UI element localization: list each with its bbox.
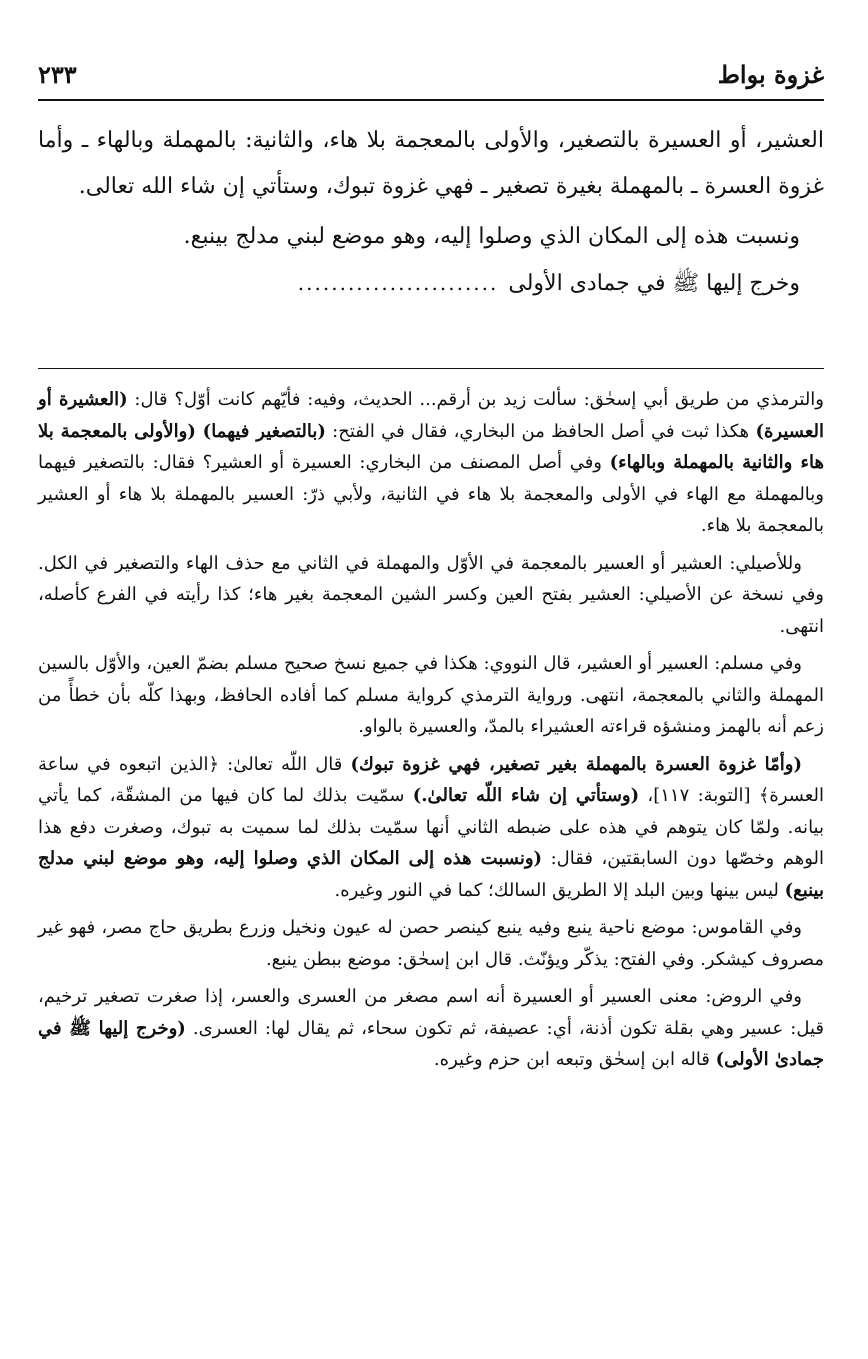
commentary-text: هكذا ثبت في أصل الحافظ من البخاري، فقال في الفتح:: [325, 420, 756, 442]
quoted-lemma: (بالتصغير فيهما) (والأولى بالمعجمة بلا هاء والثانية بالمهملة وبالهاء): [38, 420, 825, 473]
commentary-paragraph: [38, 981, 824, 1076]
commentary-paragraph: [38, 648, 824, 743]
commentary-text: وفي مسلم: العسير أو العشير، قال النووي: هكذا في جميع نسخ صحيح مسلم بضمّ العين، والأوّل بالسين المهملة والثاني بالمعجمة، انتهى. ورواية الترمذي كرواية مسلم كما أفاده الحافظ، وبهذا كلّه بأن خطأً من زعم أنه بالهمز ومنشؤه قراءته العشيراء بالمدّ، والعسيرة بالواو.: [38, 653, 824, 737]
page-header: [38, 52, 824, 98]
footnote-divider: [38, 368, 824, 369]
commentary-paragraph: [38, 749, 824, 907]
commentary-text: قاله ابن إسحٰق وتبعه ابن حزم وغيره.: [433, 1049, 716, 1070]
page-number: ٢٣٣: [38, 60, 77, 89]
main-paragraph: العشير، أو العسيرة بالتصغير، والأولى بالمعجمة بلا هاء، والثانية: بالمهملة وبالهاء ـ وأما غزوة العسرة ـ بالمهملة بغيرة تصغير ـ فهي غزوة تبوك، وستأتي إن شاء الله تعالى.: [38, 128, 824, 199]
main-paragraph-text: وخرج إليها ﷺ في جمادى الأولى: [508, 271, 800, 296]
quoted-lemma: (وستأتي إن شاء اللّه تعالىٰ.): [412, 785, 640, 806]
main-paragraph-continued: [38, 260, 824, 307]
commentary-text: سمّيت بذلك لما كان فيها من المشقّة، كما يأتي بيانه. ولمّا كان يتوهم في هذه على ضبطه الثاني أنها سمّيت بذلك لما سميت به تبوك، وصغرت دفع هذا الوهم وخصّها دون السابقتين، فقال:: [38, 785, 824, 869]
running-head: غزوة بواط: [717, 60, 824, 89]
commentary-paragraph: [38, 384, 824, 542]
commentary-text: ليس بينها وبين البلد إلا الطريق السالك؛ كما في النور وغيره.: [334, 879, 785, 901]
commentary-text: والترمذي من طريق أبي إسحٰق: سألت زيد بن أرقم... الحديث، وفيه: فأيّهم كانت أوّل؟ قال:: [127, 389, 825, 410]
commentary-paragraph: [38, 912, 824, 975]
quoted-lemma: (العشيرة أو العسيرة): [38, 389, 824, 442]
main-paragraph: ونسبت هذه إلى المكان الذي وصلوا إليه، وهو موضع لبني مدلج بينبع.: [183, 224, 800, 249]
leader-dots: ........................: [297, 271, 499, 295]
commentary-text: وفي القاموس: موضع ناحية ينبع وفيه ينبع كينصر حصن له عيون ونخيل وزرع بطريق حاج مصر، فهو غير مصروف كيشكر. وفي الفتح: يذكّر ويؤنّث. قال ابن إسحٰق: موضع ببطن ينبع.: [38, 917, 824, 970]
main-text: [38, 118, 824, 307]
quoted-lemma: (وخرج إليها ﷺ في جمادىٰ الأولى): [38, 1017, 824, 1070]
commentary-text: وللأصيلي: العشير أو العسير بالمعجمة في الأوّل والمهملة في الثاني مع حذف الهاء والتصغير في الكل. وفي نسخة عن الأصيلي: العشير بفتح العين وكسر الشين المعجمة بغير هاء؛ كذا رأيته في الفرع كأصله، انتهى.: [38, 552, 824, 637]
commentary: [38, 384, 824, 1082]
commentary-text: وفي أصل المصنف من البخاري: العسيرة أو العشير؟ فقال: بالتصغير فيهما وبالمهملة مع الهاء في الأولى والمعجمة بلا هاء في الثانية، ولأبي ذرّ: العسير بالمهملة بلا هاء أو العشير بالمعجمة بلا هاء.: [38, 452, 824, 536]
commentary-text: وفي الروض: معنى العسير أو العسيرة أنه اسم مصغر من العسرى والعسر، إذا صغرت تصغير ترخيم، قيل: عسير وهي بقلة تكون أذنة، أي: عصيفة، ثم تكون سحاء، ثم يقال لها: العسرى.: [38, 986, 824, 1039]
header-rule: [38, 99, 824, 101]
commentary-text: قال اللّه تعالىٰ: ﴿الذين اتبعوه في ساعة العسرة﴾ [التوبة: ١١٧]،: [38, 753, 824, 806]
commentary-paragraph: [38, 548, 824, 643]
quoted-lemma: (ونسبت هذه إلى المكان الذي وصلوا إليه، وهو موضع لبني مدلج بينبع): [38, 848, 824, 901]
quoted-lemma: (وأمّا غزوة العسرة بالمهملة بغير تصغير، فهي غزوة تبوك): [350, 753, 802, 775]
